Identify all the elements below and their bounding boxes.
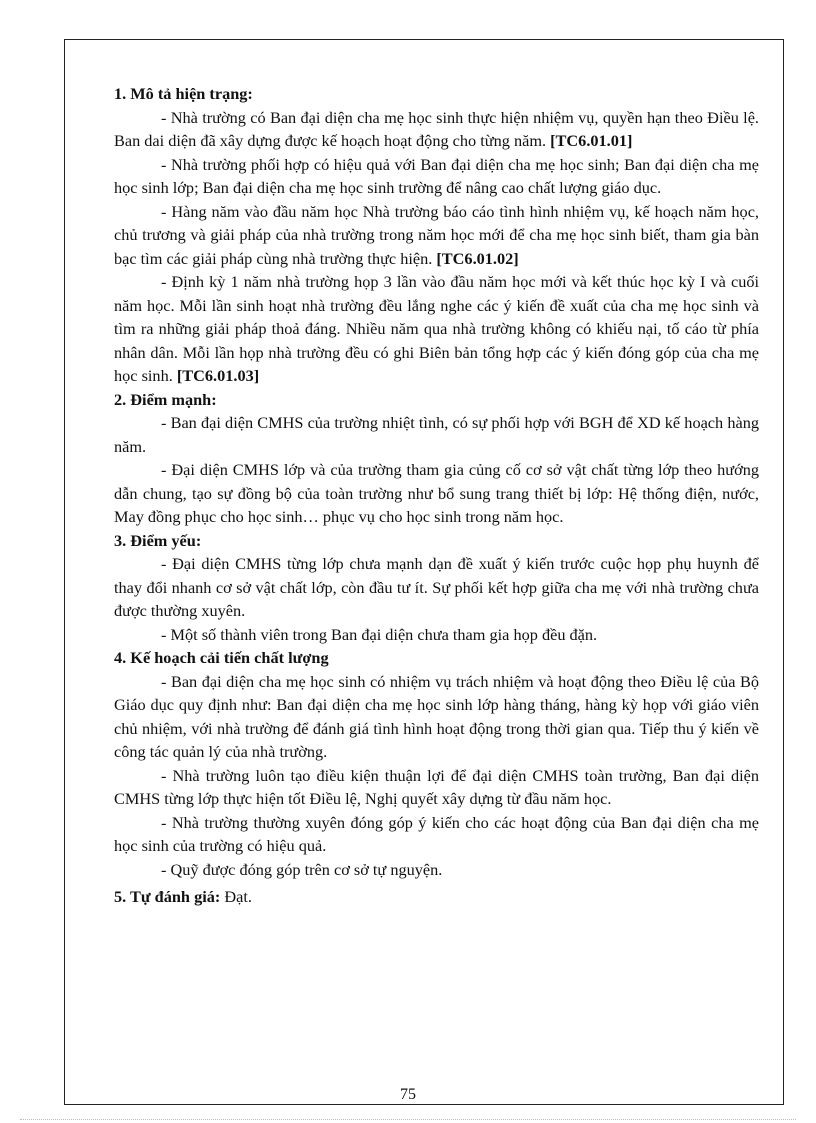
paragraph	[114, 411, 759, 458]
paragraph	[114, 153, 759, 200]
self-assessment-label: 5. Tự đánh giá:	[114, 887, 221, 906]
section-heading: 3. Điểm yếu:	[114, 530, 202, 550]
paragraph-text: - Hàng năm vào đầu năm học Nhà trường báo cáo tình hình nhiệm vụ, kế hoạch năm học, chủ trương và giải pháp của nhà trường trong năm học mới để cha mẹ học sinh biết, tham gia bàn bạc tìm các giải pháp cùng nhà trường thực hiện.	[114, 201, 759, 268]
paragraph-text: - Ban đại diện CMHS của trường nhiệt tình, có sự phối hợp với BGH để XD kế hoạch hàng năm.	[114, 413, 759, 456]
paragraph-text: - Một số thành viên trong Ban đại diện chưa tham gia họp đều đặn.	[161, 624, 598, 644]
paragraph	[114, 106, 759, 153]
paragraph-text: - Đại diện CMHS từng lớp chưa mạnh dạn đề xuất ý kiến trước cuộc họp phụ huynh để thay đổi nhanh cơ sở vật chất lớp, còn đầu tư ít. Sự phối kết hợp giữa cha mẹ với nhà trường chưa được thường xuyên.	[114, 554, 759, 620]
paragraph	[114, 623, 759, 647]
paragraph	[114, 552, 759, 623]
paragraph	[114, 811, 759, 858]
page-number: 75	[400, 1086, 416, 1103]
self-assessment	[114, 885, 759, 909]
evidence-code: [TC6.01.02]	[436, 248, 519, 268]
page-bottom-divider	[20, 1119, 796, 1120]
paragraph-text: - Đại diện CMHS lớp và của trường tham gia củng cố cơ sở vật chất từng lớp theo hướng dẫn chung, tạo sự đồng bộ của toàn trường như bổ sung trang thiết bị lớp: Hệ thống điện, nước, May đồng phục cho học sinh… phục vụ cho học sinh trong năm học.	[114, 460, 759, 526]
paragraph	[114, 270, 759, 388]
paragraph	[114, 200, 759, 271]
self-assessment-value: Đạt.	[220, 887, 252, 906]
evidence-code: [TC6.01.03]	[176, 366, 260, 385]
paragraph-text: - Quỹ được đóng góp trên cơ sở tự nguyện.	[161, 859, 443, 879]
paragraph	[114, 858, 759, 882]
paragraph	[114, 458, 759, 529]
paragraph-text: - Nhà trường luôn tạo điều kiện thuận lợi để đại diện CMHS toàn trường, Ban đại diện CMHS từng lớp thực hiện tốt Điều lệ, Nghị quyết xây dựng từ đầu năm học.	[114, 765, 759, 808]
section-heading: 2. Điểm mạnh:	[114, 389, 217, 409]
section-heading: 4. Kế hoạch cải tiến chất lượng	[114, 648, 329, 667]
paragraph-text: - Nhà trường phối hợp có hiệu quả với Ban đại diện cha mẹ học sinh; Ban đại diện cha mẹ học sinh lớp; Ban đại diện cha mẹ học sinh trường để nâng cao chất lượng giáo dục.	[114, 154, 759, 197]
section-heading: 1. Mô tả hiện trạng:	[114, 84, 253, 103]
paragraph-text: - Nhà trường thường xuyên đóng góp ý kiến cho các hoạt động của Ban đại diện cha mẹ học sinh của trường có hiệu quả.	[114, 812, 759, 855]
paragraph	[114, 764, 759, 811]
paragraph-text: - Ban đại diện cha mẹ học sinh có nhiệm vụ trách nhiệm và hoạt động theo Điều lệ của Bộ Giáo dục quy định như: Ban đại diện cha mẹ học sinh lớp hàng tháng, hàng kỳ họp với giáo viên chủ nhiệm, với nhà trường để đánh giá tình hình hoạt động trong thời gian qua. Tiếp thu ý kiến về công tác quản lý của nhà trường.	[114, 671, 759, 761]
paragraph-text: - Định kỳ 1 năm nhà trường họp 3 lần vào đầu năm học mới và kết thúc học kỳ I và cuối năm học. Mỗi lần sinh hoạt nhà trường đều lắng nghe các ý kiến đề xuất của cha mẹ học sinh và tìm ra những giải pháp thoả đáng. Nhiều năm qua nhà trường không có khiếu nại, tố cáo từ phía nhân dân. Mỗi lần họp nhà trường đều có ghi Biên bản tổng hợp các ý kiến đóng góp của cha mẹ học sinh.	[114, 272, 759, 385]
document-body	[114, 82, 759, 909]
evidence-code: [TC6.01.01]	[550, 131, 633, 150]
paragraph	[114, 670, 759, 764]
paragraph-text: - Nhà trường có Ban đại diện cha mẹ học sinh thực hiện nhiệm vụ, quyền hạn theo Điều lệ. Ban dai diện đã xây dựng được kế hoạch hoạt động cho từng năm.	[114, 107, 759, 150]
